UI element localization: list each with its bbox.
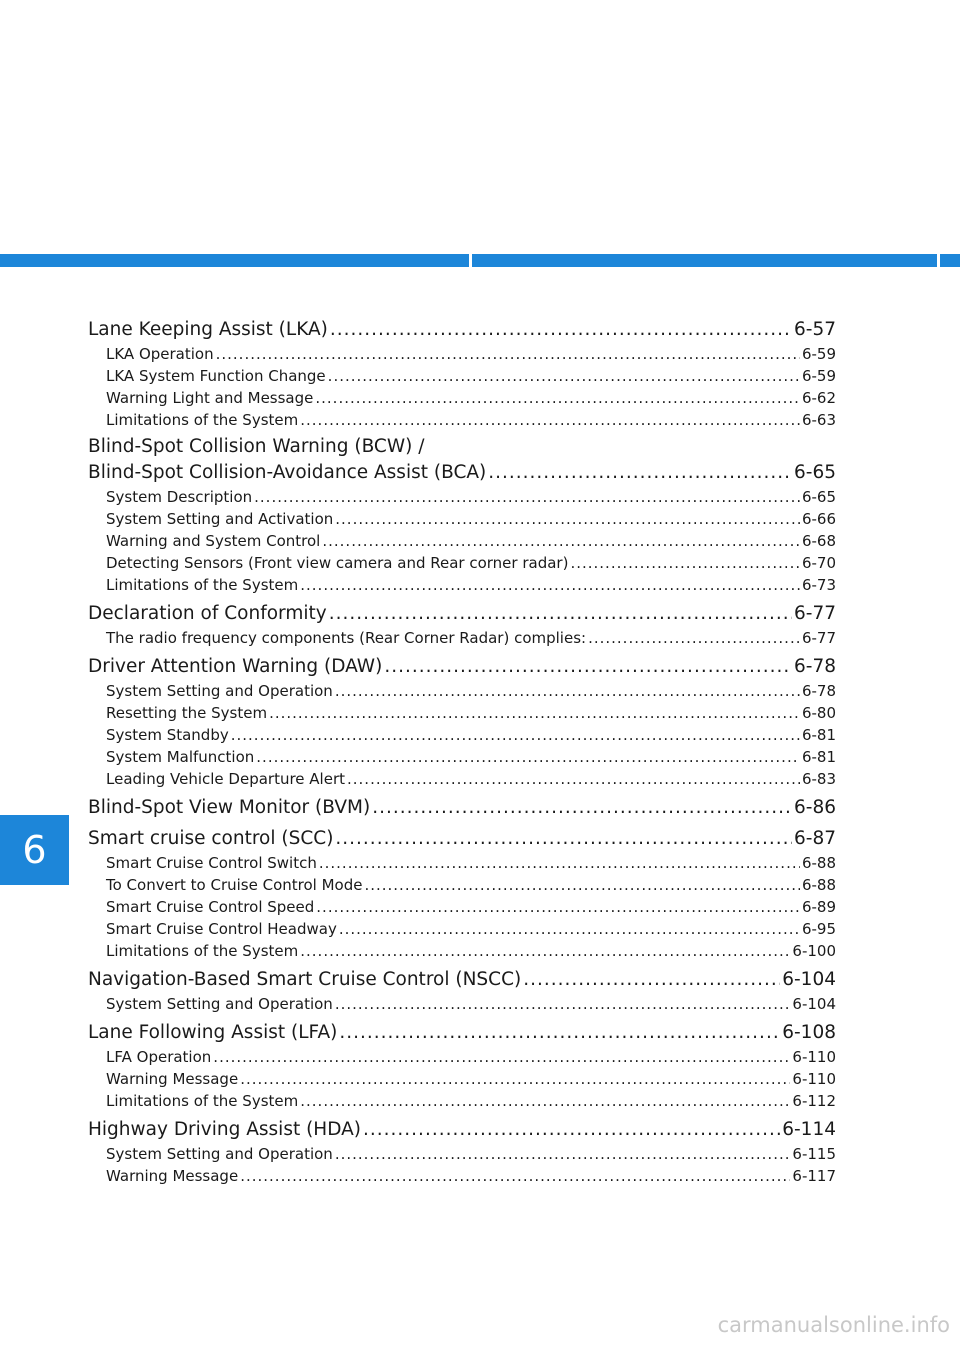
toc-sub-entry-title: Limitations of the System [106, 576, 299, 594]
toc-sub-entry[interactable] [88, 365, 836, 387]
dot-leader [364, 874, 800, 896]
dot-leader [328, 365, 800, 387]
dot-leader [216, 343, 800, 365]
toc-sub-entry[interactable] [88, 508, 836, 530]
toc-sub-entry-page: 6-62 [801, 389, 836, 407]
dot-leader [322, 530, 800, 552]
toc-sub-entry-title: System Setting and Activation [106, 510, 334, 528]
toc-main-entry-page: 6-108 [782, 1022, 836, 1043]
toc-main-entry-title: Driver Attention Warning (DAW) [88, 656, 383, 677]
toc-sub-entry-title: Warning Message [106, 1070, 239, 1088]
toc-main-entry-page: 6-104 [782, 969, 836, 990]
toc-sub-entry-title: To Convert to Cruise Control Mode [106, 876, 363, 894]
toc-sub-entry[interactable] [88, 409, 836, 431]
dot-leader [231, 724, 800, 746]
toc-sub-entry[interactable] [88, 702, 836, 724]
toc-sub-entry[interactable] [88, 1046, 836, 1068]
toc-sub-entry-title: Warning Light and Message [106, 389, 314, 407]
toc-sub-entry-title: Limitations of the System [106, 1092, 299, 1110]
toc-sub-entry[interactable] [88, 627, 836, 649]
toc-main-entry[interactable] [88, 459, 836, 486]
toc-section [88, 825, 836, 962]
toc-section [88, 1019, 836, 1112]
toc-sub-entry[interactable] [88, 343, 836, 365]
toc-sub-entry[interactable] [88, 574, 836, 596]
dot-leader [372, 794, 792, 821]
toc-main-entry-title: Declaration of Conformity [88, 603, 327, 624]
toc-sub-entry-page: 6-65 [801, 488, 836, 506]
toc-sub-entry[interactable] [88, 1068, 836, 1090]
dot-leader [363, 1116, 780, 1143]
toc-main-entry-page: 6-114 [782, 1119, 836, 1140]
toc-sub-entry[interactable] [88, 852, 836, 874]
toc-sub-entry-page: 6-68 [801, 532, 836, 550]
dot-leader [269, 702, 800, 724]
toc-sub-entry-page: 6-88 [801, 854, 836, 872]
dot-leader [240, 1165, 790, 1187]
toc-sub-entry-title: Limitations of the System [106, 942, 299, 960]
toc-main-entry-page: 6-78 [794, 656, 836, 677]
toc-section [88, 794, 836, 821]
toc-sub-entry-title: Warning Message [106, 1167, 239, 1185]
toc-main-entry[interactable] [88, 825, 836, 852]
toc-sub-entry-page: 6-89 [801, 898, 836, 916]
toc-main-entry-title: Lane Following Assist (LFA) [88, 1022, 338, 1043]
toc-main-entry[interactable] [88, 653, 836, 680]
toc-sub-entry-page: 6-83 [801, 770, 836, 788]
dot-leader [213, 1046, 790, 1068]
dot-leader [335, 508, 800, 530]
toc-sub-entry-page: 6-59 [801, 345, 836, 363]
toc-sub-entry-title: Resetting the System [106, 704, 268, 722]
dot-leader [339, 918, 800, 940]
toc-sub-entry-title: Detecting Sensors (Front view camera and Rear corner radar) [106, 554, 569, 572]
dot-leader [300, 574, 800, 596]
toc-sub-entry[interactable] [88, 486, 836, 508]
toc-sub-entry-page: 6-104 [792, 995, 836, 1013]
toc-main-entry[interactable] [88, 1019, 836, 1046]
toc-sub-entry-title: Smart Cruise Control Headway [106, 920, 337, 938]
dot-leader [254, 486, 800, 508]
chapter-tab[interactable]: 6 [0, 815, 69, 885]
toc-sub-entry[interactable] [88, 940, 836, 962]
dot-leader [588, 627, 800, 649]
toc-sub-entry-page: 6-77 [801, 629, 836, 647]
toc-sub-entry-page: 6-95 [801, 920, 836, 938]
band-divider [937, 254, 940, 267]
dot-leader [384, 653, 792, 680]
dot-leader [570, 552, 800, 574]
toc-sub-entry-page: 6-100 [792, 942, 836, 960]
dot-leader [523, 966, 780, 993]
top-color-band [0, 254, 960, 267]
toc-section [88, 653, 836, 790]
toc-main-entry-title: Lane Keeping Assist (LKA) [88, 319, 328, 340]
toc-main-entry-title: Blind-Spot Collision-Avoidance Assist (BCA) [88, 462, 487, 483]
toc-main-entry[interactable] [88, 794, 836, 821]
toc-sub-entry-page: 6-110 [792, 1048, 836, 1066]
toc-sub-entry-page: 6-110 [792, 1070, 836, 1088]
toc-sub-entry[interactable] [88, 896, 836, 918]
dot-leader [335, 993, 791, 1015]
toc-sub-entry[interactable] [88, 1165, 836, 1187]
toc-main-entry-title: Navigation-Based Smart Cruise Control (NSCC) [88, 969, 522, 990]
dot-leader [347, 768, 800, 790]
dot-leader [330, 316, 792, 343]
watermark: carmanualsonline.info [717, 1313, 950, 1337]
toc-main-entry-page: 6-57 [794, 319, 836, 340]
toc-main-entry-title: Highway Driving Assist (HDA) [88, 1119, 362, 1140]
toc-sub-entry-title: LFA Operation [106, 1048, 212, 1066]
toc-section [88, 435, 836, 596]
toc-sub-entry-title: System Standby [106, 726, 229, 744]
table-of-contents [88, 316, 836, 1191]
toc-sub-entry-title: LKA Operation [106, 345, 214, 363]
toc-sub-entry-title: Leading Vehicle Departure Alert [106, 770, 345, 788]
toc-sub-entry[interactable] [88, 1090, 836, 1112]
toc-sub-entry-title: Limitations of the System [106, 411, 299, 429]
dot-leader [488, 459, 792, 486]
toc-section-title-line[interactable]: Blind-Spot Collision Warning (BCW) / [88, 436, 425, 457]
dot-leader [300, 409, 800, 431]
toc-sub-entry-title: System Description [106, 488, 253, 506]
dot-leader [300, 1090, 790, 1112]
dot-leader [240, 1068, 790, 1090]
toc-sub-entry-title: System Malfunction [106, 748, 255, 766]
toc-main-entry[interactable] [88, 316, 836, 343]
dot-leader [319, 852, 800, 874]
toc-sub-entry[interactable] [88, 993, 836, 1015]
toc-sub-entry-title: Smart Cruise Control Speed [106, 898, 315, 916]
toc-sub-entry[interactable] [88, 768, 836, 790]
band-divider [469, 254, 472, 267]
dot-leader [300, 940, 790, 962]
toc-main-entry-page: 6-65 [794, 462, 836, 483]
toc-sub-entry-title: Warning and System Control [106, 532, 321, 550]
toc-sub-entry-title: System Setting and Operation [106, 1145, 333, 1163]
toc-section [88, 1116, 836, 1187]
dot-leader [339, 1019, 780, 1046]
toc-sub-entry-page: 6-80 [801, 704, 836, 722]
toc-sub-entry[interactable] [88, 680, 836, 702]
toc-section [88, 316, 836, 431]
toc-sub-entry[interactable] [88, 530, 836, 552]
toc-main-entry[interactable] [88, 1116, 836, 1143]
toc-sub-entry-page: 6-66 [801, 510, 836, 528]
dot-leader [335, 680, 800, 702]
toc-sub-entry[interactable] [88, 724, 836, 746]
toc-sub-entry-page: 6-88 [801, 876, 836, 894]
toc-sub-entry-page: 6-59 [801, 367, 836, 385]
toc-main-entry[interactable] [88, 600, 836, 627]
toc-sub-entry-page: 6-63 [801, 411, 836, 429]
toc-sub-entry[interactable] [88, 746, 836, 768]
toc-sub-entry-title: Smart Cruise Control Switch [106, 854, 317, 872]
toc-sub-entry-title: LKA System Function Change [106, 367, 326, 385]
dot-leader [316, 896, 800, 918]
toc-sub-entry[interactable] [88, 387, 836, 409]
toc-sub-entry-page: 6-70 [801, 554, 836, 572]
toc-sub-entry-page: 6-117 [792, 1167, 836, 1185]
toc-sub-entry-page: 6-112 [792, 1092, 836, 1110]
dot-leader [329, 600, 792, 627]
toc-sub-entry-title: The radio frequency components (Rear Corner Radar) complies: [106, 629, 587, 647]
toc-sub-entry-page: 6-115 [792, 1145, 836, 1163]
toc-section [88, 600, 836, 649]
toc-sub-entry[interactable] [88, 1143, 836, 1165]
dot-leader [315, 387, 800, 409]
toc-sub-entry[interactable] [88, 874, 836, 896]
dot-leader [256, 746, 800, 768]
toc-sub-entry-page: 6-81 [801, 748, 836, 766]
toc-sub-entry-page: 6-73 [801, 576, 836, 594]
toc-sub-entry-title: System Setting and Operation [106, 682, 333, 700]
toc-sub-entry-page: 6-81 [801, 726, 836, 744]
dot-leader [335, 1143, 791, 1165]
toc-sub-entry[interactable] [88, 918, 836, 940]
toc-main-entry[interactable] [88, 966, 836, 993]
toc-sub-entry-title: System Setting and Operation [106, 995, 333, 1013]
toc-main-entry-page: 6-77 [794, 603, 836, 624]
toc-section [88, 966, 836, 1015]
toc-main-entry-title: Smart cruise control (SCC) [88, 828, 334, 849]
toc-sub-entry[interactable] [88, 552, 836, 574]
toc-main-entry-page: 6-86 [794, 797, 836, 818]
toc-main-entry-page: 6-87 [794, 828, 836, 849]
toc-main-entry-title: Blind-Spot View Monitor (BVM) [88, 797, 371, 818]
dot-leader [335, 825, 792, 852]
toc-sub-entry-page: 6-78 [801, 682, 836, 700]
